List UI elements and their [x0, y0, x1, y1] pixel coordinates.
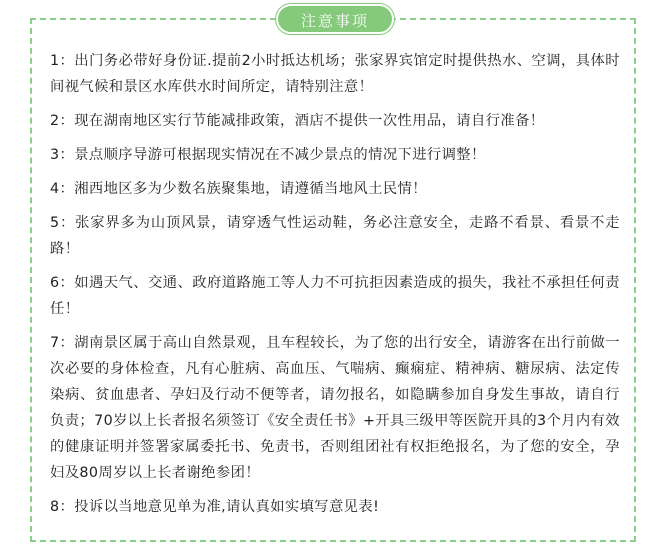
note-item: 4：湘西地区多为少数名族聚集地，请遵循当地风土民情！	[50, 181, 427, 197]
note-item: 8：投诉以当地意见单为准,请认真如实填写意见表!	[50, 499, 380, 515]
note-item: 5：张家界多为山顶风景，请穿透气性运动鞋，务必注意安全，走路不看景、看景不走路！	[50, 215, 620, 257]
note-item: 6：如遇天气、交通、政府道路施工等人力不可抗拒因素造成的损失，我社不承担任何责任！	[50, 275, 620, 317]
notes-list	[50, 48, 620, 528]
title-badge: 注意事项	[276, 4, 394, 34]
note-item: 1：出门务必带好身份证.提前2小时抵达机场；张家界宾馆定时提供热水、空调，具体时间视气候和景区水库供水时间所定，请特别注意！	[50, 53, 620, 95]
note-item: 7：湖南景区属于高山自然景观，且车程较长，为了您的出行安全，请游客在出行前做一次必要的身体检查，凡有心脏病、高血压、气喘病、癫痫症、精神病、糖尿病、法定传染病、贫血患者、孕妇及行动不便等者，请勿报名，如隐瞒参加自身发生事故，请自行负责；70岁以上长者报名须签订《安全责任书》+开具三级甲等医院开具的3个月内有效的健康证明并签署家属委托书、免责书，否则组团社有权拒绝报名，为了您的安全，孕妇及80周岁以上长者谢绝参团！	[50, 335, 620, 481]
note-item: 2：现在湖南地区实行节能减排政策，酒店不提供一次性用品，请自行准备！	[50, 113, 545, 129]
note-item: 3：景点顺序导游可根据现实情况在不减少景点的情况下进行调整！	[50, 147, 486, 163]
